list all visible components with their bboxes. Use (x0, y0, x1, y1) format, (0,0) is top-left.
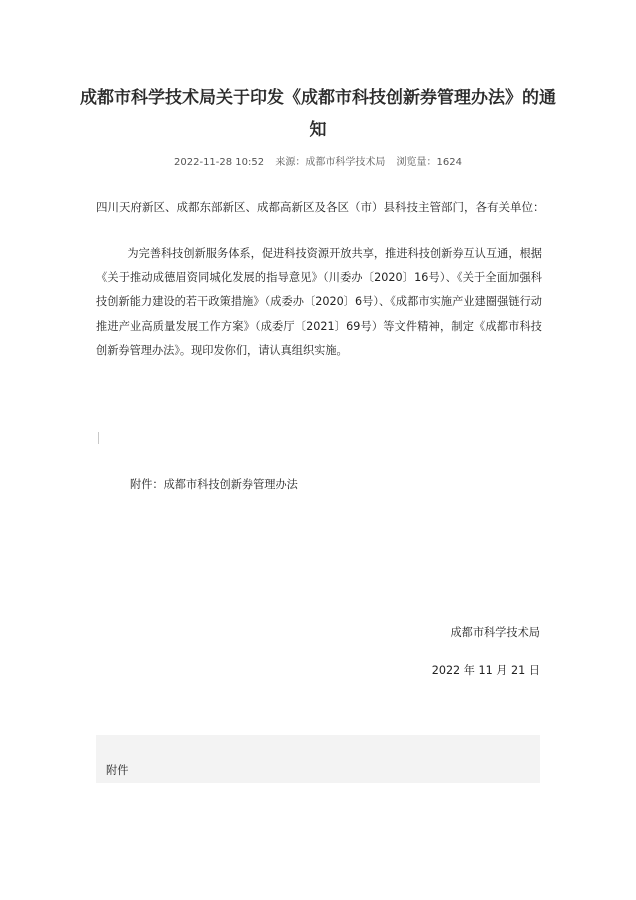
article-meta (0, 153, 636, 168)
page-title: 成都市科学技术局关于印发《成都市科技创新券管理办法》的通知 (80, 88, 556, 140)
text-cursor-mark (98, 432, 99, 444)
source-label: 来源：成都市科学技术局 (275, 157, 386, 168)
body-paragraph: 为完善科技创新服务体系，促进科技资源开放共享，推进科技创新券互认互通，根据《关于推动成德眉资同城化发展的指导意见》（川委办〔2020〕16号）、《关于全面加强科技创新能力建设的若干政策措施》（成委办〔2020〕6号）、《成都市实施产业建圈强链行动推进产业高质量发展工作方案》（成委厅〔2021〕69号）等文件精神，制定《成都市科技创新券管理办法》。现印发你们，请认真组织实施。 (96, 247, 542, 357)
appendix-label: 附件 (106, 764, 129, 777)
publish-datetime: 2022-11-28 10:52 (174, 157, 265, 168)
attachment-link[interactable]: 附件：成都市科技创新券管理办法 (130, 478, 298, 491)
view-count: 浏览量：1624 (396, 157, 462, 168)
issuer-signature: 成都市科学技术局 (450, 626, 540, 639)
issue-date: 2022 年 11 月 21 日 (431, 664, 540, 677)
addressee-line: 四川天府新区、成都东部新区、成都高新区及各区（市）县科技主管部门，各有关单位： (96, 200, 545, 214)
appendix-section (96, 735, 540, 783)
